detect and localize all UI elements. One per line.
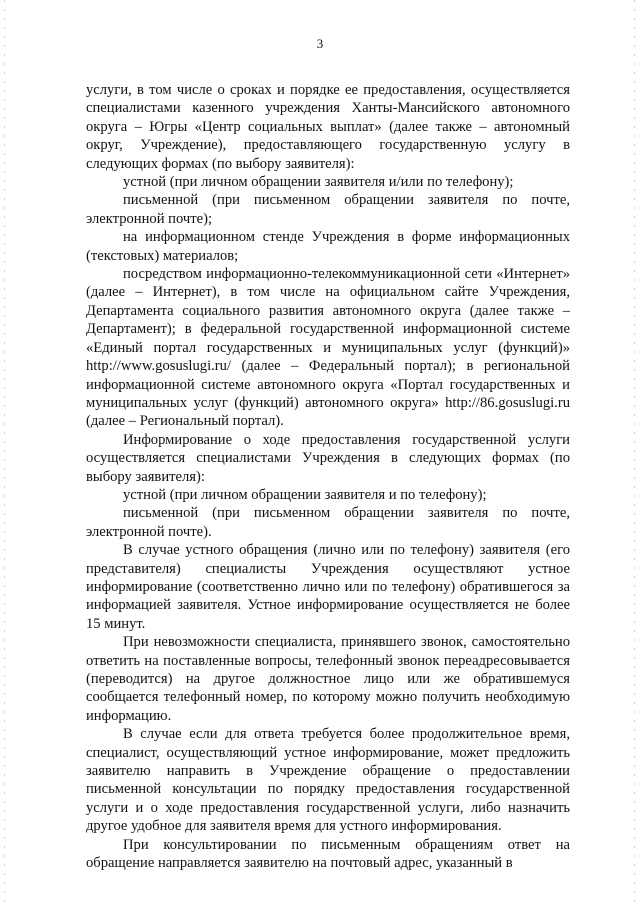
document-body	[86, 81, 570, 872]
paragraph-9: В случае устного обращения (лично или по телефону) заявителя (его представителя) специалисты Учреждения осуществляют устное информирование (соответственно лично или по телефону) обратившегося за информацией заявителя. Устное информирование осуществляется не более 15 минут.	[86, 542, 570, 632]
paragraph-4: на информационном стенде Учреждения в форме информационных (текстовых) материалов;	[86, 229, 570, 264]
scan-edge-left	[4, 0, 5, 905]
paragraph-8: письменной (при письменном обращении заявителя по почте, электронной почте).	[86, 505, 570, 540]
paragraph-3: письменной (при письменном обращении заявителя по почте, электронной почте);	[86, 192, 570, 227]
paragraph-7: устной (при личном обращении заявителя и по телефону);	[123, 486, 487, 503]
scan-edge-right	[634, 0, 635, 905]
paragraph-11: В случае если для ответа требуется более продолжительное время, специалист, осуществляющий устное информирование, может предложить заявителю направить в Учреждение обращение о предоставлении письменной консультации по порядку предоставления государственной услуги и о ходе предоставления государственной услуги, либо назначить другое удобное для заявителя время для устного информирования.	[86, 726, 570, 835]
paragraph-12: При консультировании по письменным обращениям ответ на обращение направляется заявителю на почтовый адрес, указанный в	[86, 836, 570, 872]
paragraph-6: Информирование о ходе предоставления государственной услуги осуществляется специалистами Учреждения в следующих формах (по выбору заявителя):	[86, 431, 570, 485]
paragraph-1: услуги, в том числе о сроках и порядке ее предоставления, осуществляется специалистами казенного учреждения Ханты-Мансийского автономного округа – Югры «Центр социальных выплат» (далее также – автономный округ, Учреждение), предоставляющего государственную услугу в следующих формах (по выбору заявителя):	[86, 82, 570, 172]
page-number: 3	[316, 36, 324, 51]
paragraph-2: устной (при личном обращении заявителя и/или по телефону);	[123, 174, 514, 191]
paragraph-5: посредством информационно-телекоммуникационной сети «Интернет» (далее – Интернет), в том числе на официальном сайте Учреждения, Департамента социального развития автономного округа (далее также – Департамент); в федеральной государственной информационной системе «Единый портал государственных и муниципальных услуг (функций)» http://www.gosuslugi.ru/ (далее – Федеральный портал); в региональной информационной системе автономного округа «Портал государственных и муниципальных услуг (функций) автономного округа» http://86.gosuslugi.ru (далее – Региональный портал).	[86, 266, 570, 430]
paragraph-10: При невозможности специалиста, принявшего звонок, самостоятельно ответить на поставленные вопросы, телефонный звонок переадресовывается (переводится) на другое должностное лицо или же обратившемуся сообщается телефонный номер, по которому можно получить необходимую информацию.	[86, 634, 570, 724]
